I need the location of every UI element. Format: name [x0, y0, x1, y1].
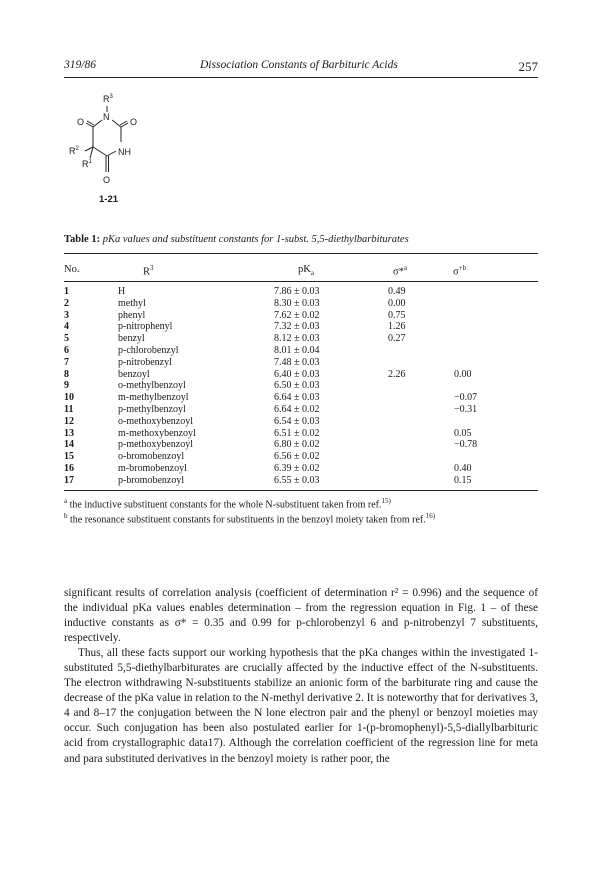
cell-sigma-plus: −0.78 [454, 439, 478, 451]
table-row [64, 369, 538, 381]
cell-no: 12 [64, 415, 74, 427]
table-caption [64, 234, 409, 245]
carbonyl-oxygen-right: O [130, 117, 138, 127]
cell-r3: m-methoxybenzoyl [118, 427, 196, 439]
table-header-rule [64, 281, 538, 282]
cell-no: 17 [64, 474, 74, 486]
col-header-r3: $R^3$ [143, 264, 154, 278]
table-row [64, 298, 538, 310]
page-number: 257 [518, 59, 538, 74]
cell-r3: p-methoxybenzoyl [118, 439, 193, 451]
cell-r3: p-methylbenzoyl [118, 403, 186, 415]
cell-pka: 6.40 ± 0.03 [274, 368, 320, 380]
cell-r3: H [118, 286, 126, 297]
cell-r3: m-methylbenzoyl [118, 392, 189, 404]
table-caption-label: Table 1: [64, 234, 101, 245]
cell-r3: o-methylbenzoyl [118, 380, 186, 392]
r3-label: $R^3$ [103, 94, 113, 104]
cell-no: 3 [64, 309, 69, 321]
cell-r3: p-bromobenzoyl [118, 474, 185, 486]
cell-pka: 7.32 ± 0.03 [274, 321, 320, 333]
cell-pka: 6.80 ± 0.02 [274, 439, 320, 451]
cell-no: 8 [64, 368, 69, 380]
cell-sigma-star: 0.49 [388, 286, 406, 297]
cell-r3: o-methoxybenzoyl [118, 415, 193, 427]
cell-sigma-plus: −0.31 [454, 403, 478, 415]
cell-no: 15 [64, 451, 74, 463]
col-header-no: No. [64, 264, 80, 275]
cell-sigma-star: 0.00 [388, 297, 406, 309]
cell-r3: p-nitrobenzyl [118, 356, 172, 368]
cell-pka: 6.56 ± 0.02 [274, 451, 320, 463]
barbiturate-structure [64, 92, 174, 207]
cell-sigma-plus: 0.40 [454, 462, 472, 474]
cell-r3: methyl [118, 297, 146, 309]
body-text [64, 586, 538, 767]
cell-no: 6 [64, 344, 69, 356]
cell-no: 11 [64, 403, 74, 415]
table-row [64, 345, 538, 357]
table-row [64, 357, 538, 369]
cell-sigma-star: 0.75 [388, 309, 406, 321]
cell-r3: o-bromobenzoyl [118, 451, 185, 463]
r1-label: $R^1$ [82, 159, 92, 169]
col-header-sigma-plus: $\sigma^{+b}$ [453, 264, 467, 278]
table-row [64, 380, 538, 392]
cell-sigma-plus: −0.07 [454, 392, 478, 404]
table-row [64, 286, 538, 298]
table-bottom-rule [64, 490, 538, 491]
col-header-sigma-star: σ*$^a$ [393, 264, 408, 278]
table-row [64, 463, 538, 475]
cell-pka: 6.50 ± 0.03 [274, 380, 320, 392]
paragraph-1: significant results of correlation analysis (coefficient of determination r² = 0.996) and the sequence of the individual pKa values enables determination – from the regression equation in Fig. 1 – of these inductive constants as σ* = 0.35 and 0.99 for p-chlorobenzyl 6 and p-nitrobenzyl 7 substituents, respectively. [64, 587, 538, 645]
cell-no: 10 [64, 392, 74, 404]
cell-pka: 6.39 ± 0.02 [274, 462, 320, 474]
cell-r3: p-chlorobenzyl [118, 344, 179, 356]
cell-no: 16 [64, 462, 74, 474]
compound-number: 1-21 [99, 194, 119, 205]
cell-pka: 6.64 ± 0.02 [274, 403, 320, 415]
table-row [64, 333, 538, 345]
cell-pka: 6.64 ± 0.03 [274, 392, 320, 404]
footnote-b: $^b$ the resonance substituent constants for substituents in the benzoyl moiety taken from ref.$^{16)}$ [64, 512, 436, 526]
running-header [64, 59, 538, 75]
nh-label: NH [118, 147, 131, 157]
table-caption-text: pKa values and substituent constants for 1-subst. 5,5-diethylbarbiturates [102, 234, 409, 245]
header-rule [64, 77, 538, 78]
table-row [64, 404, 538, 416]
cell-r3: m-bromobenzoyl [118, 462, 187, 474]
cell-no: 13 [64, 427, 74, 439]
table-row [64, 428, 538, 440]
cell-no: 14 [64, 439, 74, 451]
cell-no: 9 [64, 380, 69, 392]
table-body [64, 286, 538, 487]
cell-r3: phenyl [118, 309, 146, 321]
cell-r3: p-nitrophenyl [118, 321, 173, 333]
journal-volume: 319/86 [64, 59, 96, 71]
cell-sigma-star: 2.26 [388, 368, 406, 380]
carbonyl-oxygen-bottom: O [103, 175, 111, 185]
cell-pka: 6.51 ± 0.02 [274, 427, 320, 439]
table-row [64, 392, 538, 404]
cell-sigma-plus: 0.00 [454, 368, 472, 380]
table-row [64, 310, 538, 322]
cell-no: 1 [64, 286, 69, 297]
cell-r3: benzoyl [118, 368, 150, 380]
r2-label: $R^2$ [69, 146, 79, 156]
cell-sigma-star: 0.27 [388, 333, 406, 345]
cell-no: 4 [64, 321, 69, 333]
cell-sigma-plus: 0.05 [454, 427, 472, 439]
cell-no: 2 [64, 297, 69, 309]
cell-sigma-plus: 0.15 [454, 474, 472, 486]
paragraph-2: Thus, all these facts support our working hypothesis that the pKa changes within the investigated 1-substituted 5,5-diethylbarbiturates are crucially affected by the inductive effect of the N-substituents. The electron withdrawing N-substituents stabilize an anionic form of the barbiturate ring and cause the decrease of the pKa value in relation to the N-methyl derivative 2. It is noteworthy that for derivatives 3, 4 and 8–17 the conjugation between the N lone electron pair and the phenyl or benzoyl moieties may occur. Such conjugation has been also postulated earlier for 1-(p-bromophenyl)-5,5-diallylbarbituric acid from crystallographic data17). Although the correlation coefficient of the regression line for meta and para substituted derivatives in the benzoyl moiety is rather poor, the [64, 647, 538, 765]
cell-pka: 6.55 ± 0.03 [274, 474, 320, 486]
table-top-rule [64, 253, 538, 254]
cell-no: 7 [64, 356, 69, 368]
cell-r3: benzyl [118, 333, 145, 345]
running-title: Dissociation Constants of Barbituric Acids [200, 59, 398, 71]
table-row [64, 416, 538, 428]
cell-pka: 7.48 ± 0.03 [274, 356, 320, 368]
cell-pka: 8.30 ± 0.03 [274, 297, 320, 309]
cell-pka: 8.01 ± 0.04 [274, 344, 320, 356]
table-row [64, 475, 538, 487]
col-header-pka: $pK_a$ [298, 264, 314, 278]
cell-pka: 6.54 ± 0.03 [274, 415, 320, 427]
cell-pka: 7.62 ± 0.02 [274, 309, 320, 321]
table-row [64, 321, 538, 333]
footnote-a: $^a$ the inductive substituent constants for the whole N-substituent taken from ref.$^{15)}$ [64, 497, 391, 511]
cell-sigma-star: 1.26 [388, 321, 406, 333]
cell-pka: 8.12 ± 0.03 [274, 333, 320, 345]
cell-pka: 7.86 ± 0.03 [274, 286, 320, 297]
cell-no: 5 [64, 333, 69, 345]
table-row [64, 451, 538, 463]
carbonyl-oxygen-left: O [77, 117, 85, 127]
table-row [64, 439, 538, 451]
ring-nitrogen-label: N [103, 112, 110, 122]
